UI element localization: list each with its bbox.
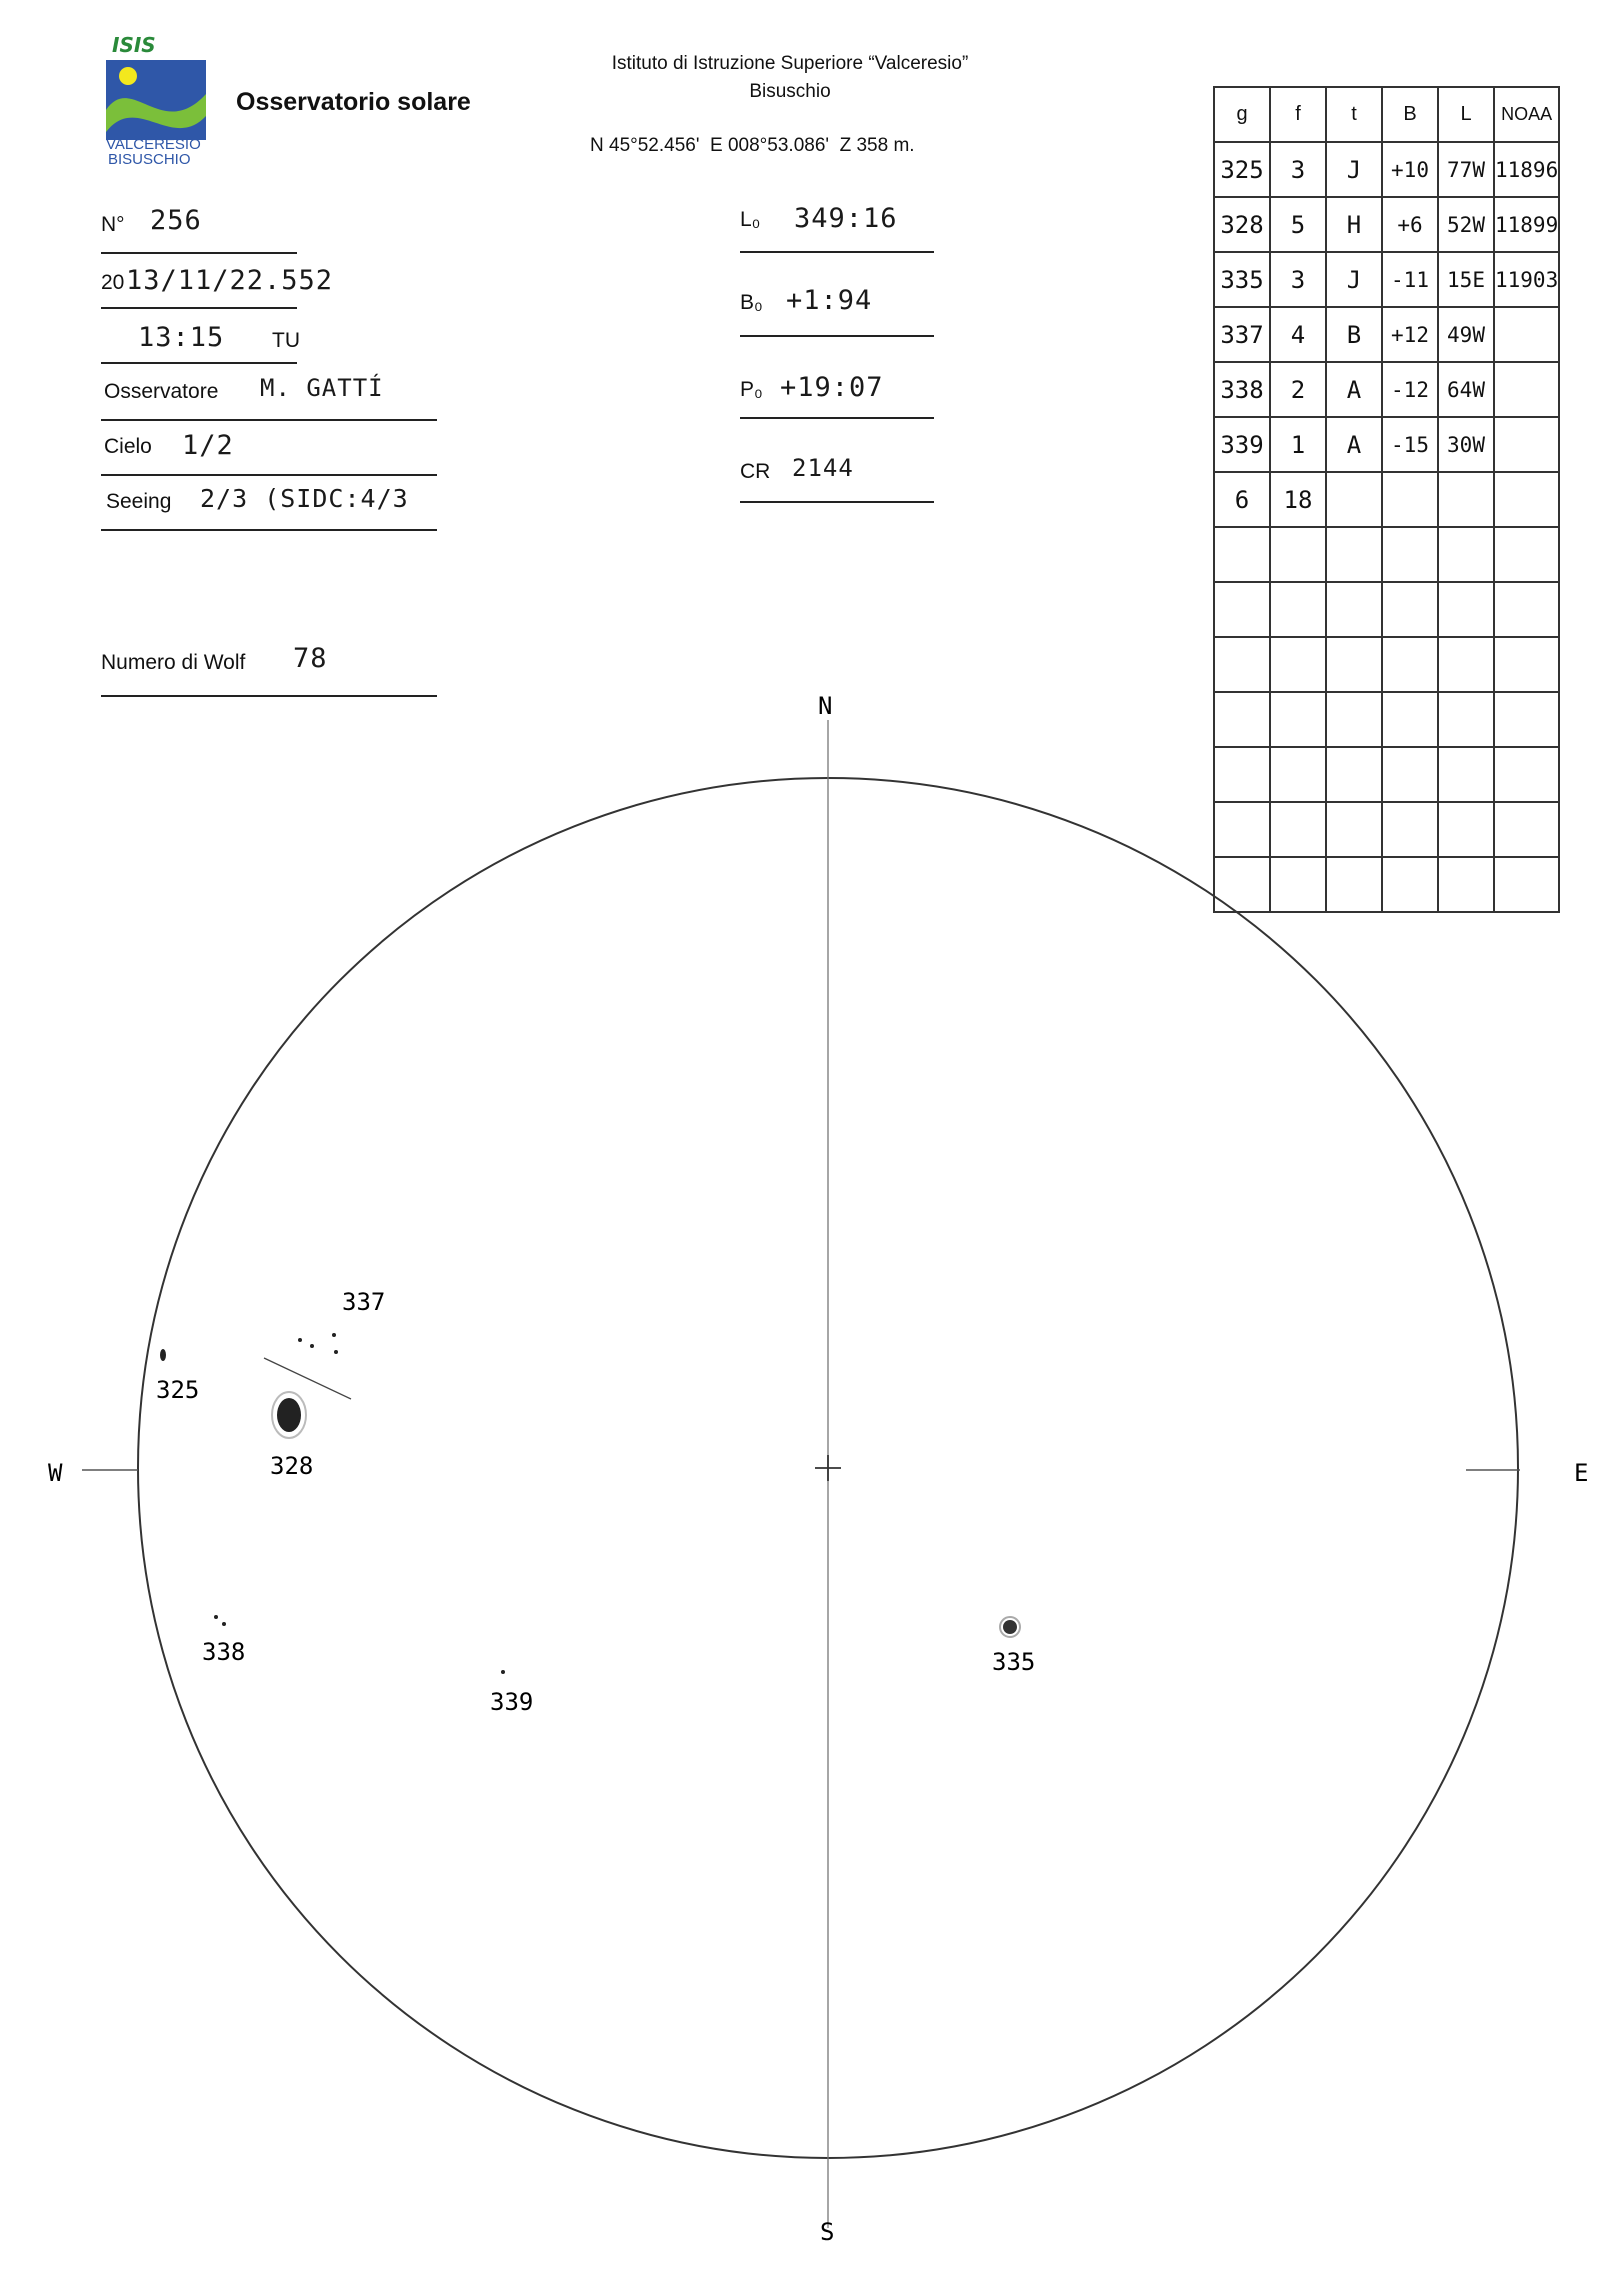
group-label-338: 338 <box>202 1638 246 1666</box>
table-cell <box>1438 527 1494 582</box>
table-cell: A <box>1326 362 1382 417</box>
table-cell <box>1438 472 1494 527</box>
table-cell <box>1382 527 1438 582</box>
table-cell: 52W <box>1438 197 1494 252</box>
group-337-tilt-line <box>264 1358 351 1399</box>
table-cell <box>1382 637 1438 692</box>
time-value: 13:15 <box>138 322 225 353</box>
table-cell <box>1270 857 1326 912</box>
table-cell: 338 <box>1214 362 1270 417</box>
sunspot-337-c <box>332 1333 336 1337</box>
divider <box>740 417 934 419</box>
logo-name: ISIS <box>112 33 156 57</box>
table-row <box>1214 417 1559 472</box>
divider <box>101 307 297 309</box>
table-row <box>1214 802 1559 857</box>
table-cell: 339 <box>1214 417 1270 472</box>
west-label: W <box>48 1459 63 1487</box>
date-prefix: 20 <box>101 271 125 294</box>
table-cell: 18 <box>1270 472 1326 527</box>
table-header-row <box>1214 87 1559 142</box>
column-header: L <box>1438 87 1494 142</box>
table-cell <box>1326 747 1382 802</box>
sunspot-337-b <box>310 1344 314 1348</box>
sunspot-339 <box>501 1670 505 1674</box>
divider <box>740 251 934 253</box>
table-cell <box>1494 692 1559 747</box>
column-header: B <box>1382 87 1438 142</box>
table-cell <box>1214 527 1270 582</box>
divider <box>740 501 934 503</box>
table-row <box>1214 582 1559 637</box>
sunspot-groups-table <box>1213 86 1560 913</box>
institute-name: Istituto di Istruzione Superiore “Valceresio” <box>611 53 969 74</box>
sunspot-328-penumbra <box>272 1392 306 1438</box>
l0-value: 349:16 <box>794 203 898 234</box>
table-cell <box>1270 582 1326 637</box>
table-cell <box>1438 802 1494 857</box>
table-cell <box>1438 692 1494 747</box>
p0-value: +19:07 <box>780 372 884 403</box>
table-cell: 335 <box>1214 252 1270 307</box>
table-cell <box>1438 637 1494 692</box>
table-cell: 5 <box>1270 197 1326 252</box>
table-cell <box>1382 692 1438 747</box>
b0-label: B₀ <box>740 291 763 314</box>
table-cell: +12 <box>1382 307 1438 362</box>
table-cell <box>1382 472 1438 527</box>
table-cell <box>1326 582 1382 637</box>
sunspot-groups-table-body <box>1214 87 1559 912</box>
sky-value: 1/2 <box>182 430 234 461</box>
group-label-335: 335 <box>992 1648 1036 1676</box>
table-cell <box>1326 637 1382 692</box>
cr-label: CR <box>740 460 771 483</box>
observer-value: M. GATTÍ <box>260 374 384 402</box>
table-cell <box>1382 802 1438 857</box>
table-row <box>1214 197 1559 252</box>
l0-label: L₀ <box>740 208 761 231</box>
wolf-value: 78 <box>293 643 328 674</box>
sunspot-335 <box>1003 1620 1017 1634</box>
time-unit: TU <box>272 329 300 352</box>
table-cell <box>1438 747 1494 802</box>
table-cell <box>1326 527 1382 582</box>
group-label-337: 337 <box>342 1288 386 1316</box>
sunspot-328 <box>277 1398 301 1432</box>
table-cell <box>1270 527 1326 582</box>
p0-label: P₀ <box>740 378 763 401</box>
sky-label: Cielo <box>104 435 152 458</box>
divider <box>101 362 297 364</box>
table-cell <box>1438 857 1494 912</box>
table-cell: 15E <box>1438 252 1494 307</box>
table-cell <box>1494 472 1559 527</box>
date-value: 13/11/22.552 <box>126 265 334 296</box>
observer-label: Osservatore <box>104 380 219 403</box>
divider <box>101 474 437 476</box>
table-cell <box>1326 472 1382 527</box>
table-cell <box>1270 692 1326 747</box>
number-label: N° <box>101 213 125 236</box>
divider <box>101 695 437 697</box>
group-label-325: 325 <box>156 1376 200 1404</box>
institute-block <box>530 50 1050 106</box>
south-label: S <box>820 2218 835 2246</box>
table-cell: 337 <box>1214 307 1270 362</box>
table-cell: -11 <box>1382 252 1438 307</box>
table-cell <box>1438 582 1494 637</box>
table-cell <box>1214 857 1270 912</box>
table-cell <box>1382 857 1438 912</box>
group-label-339: 339 <box>490 1688 534 1716</box>
column-header: f <box>1270 87 1326 142</box>
table-cell: H <box>1326 197 1382 252</box>
divider <box>101 419 437 421</box>
table-cell <box>1494 362 1559 417</box>
table-row <box>1214 142 1559 197</box>
sunspot-337-d <box>334 1350 338 1354</box>
east-label: E <box>1574 1459 1589 1487</box>
institute-town: Bisuschio <box>749 81 831 102</box>
divider <box>740 335 934 337</box>
table-cell <box>1494 417 1559 472</box>
table-row <box>1214 857 1559 912</box>
table-cell: B <box>1326 307 1382 362</box>
table-cell <box>1270 747 1326 802</box>
table-cell <box>1326 692 1382 747</box>
wolf-label: Numero di Wolf <box>101 651 246 674</box>
table-row <box>1214 527 1559 582</box>
group-label-328: 328 <box>270 1452 314 1480</box>
column-header: NOAA <box>1494 87 1559 142</box>
cr-value: 2144 <box>792 454 854 482</box>
table-row <box>1214 252 1559 307</box>
table-cell <box>1214 582 1270 637</box>
table-row <box>1214 307 1559 362</box>
table-cell <box>1382 747 1438 802</box>
seeing-label: Seeing <box>106 490 172 513</box>
table-cell: +6 <box>1382 197 1438 252</box>
table-cell <box>1382 582 1438 637</box>
table-cell: A <box>1326 417 1382 472</box>
b0-value: +1:94 <box>786 285 873 316</box>
table-cell <box>1214 637 1270 692</box>
table-cell: 328 <box>1214 197 1270 252</box>
table-cell: 3 <box>1270 252 1326 307</box>
table-row <box>1214 747 1559 802</box>
observatory-coordinates: N 45°52.456' E 008°53.086' Z 358 m. <box>590 135 915 156</box>
table-row <box>1214 692 1559 747</box>
table-cell: 4 <box>1270 307 1326 362</box>
table-cell <box>1270 802 1326 857</box>
table-cell <box>1494 747 1559 802</box>
table-cell <box>1214 692 1270 747</box>
sunspot-337-a <box>298 1338 302 1342</box>
logo-line2: BISUSCHIO <box>108 151 191 168</box>
table-cell: 77W <box>1438 142 1494 197</box>
divider <box>101 529 437 531</box>
table-cell: 11899 <box>1494 197 1559 252</box>
table-cell: J <box>1326 142 1382 197</box>
seeing-value: 2/3 (SIDC:4/3 <box>200 484 409 513</box>
table-cell <box>1494 307 1559 362</box>
table-cell: 3 <box>1270 142 1326 197</box>
table-cell <box>1326 857 1382 912</box>
table-cell: 325 <box>1214 142 1270 197</box>
table-row <box>1214 362 1559 417</box>
column-header: t <box>1326 87 1382 142</box>
divider <box>101 252 297 254</box>
sunspot-338-a <box>214 1615 218 1619</box>
table-cell: 49W <box>1438 307 1494 362</box>
table-cell: J <box>1326 252 1382 307</box>
table-cell: 6 <box>1214 472 1270 527</box>
column-header: g <box>1214 87 1270 142</box>
table-cell: 11903 <box>1494 252 1559 307</box>
table-cell <box>1494 637 1559 692</box>
table-cell <box>1214 802 1270 857</box>
table-cell: 11896 <box>1494 142 1559 197</box>
table-cell <box>1494 802 1559 857</box>
logo-line1: VALCERESIO <box>106 136 201 153</box>
table-cell <box>1270 637 1326 692</box>
table-cell <box>1214 747 1270 802</box>
north-label: N <box>818 692 833 720</box>
sunspot-335-penumbra <box>1000 1617 1020 1637</box>
table-cell: +10 <box>1382 142 1438 197</box>
table-cell: 1 <box>1270 417 1326 472</box>
table-cell: 64W <box>1438 362 1494 417</box>
table-cell: -12 <box>1382 362 1438 417</box>
table-cell: -15 <box>1382 417 1438 472</box>
table-cell <box>1494 527 1559 582</box>
table-cell <box>1494 857 1559 912</box>
table-cell: 2 <box>1270 362 1326 417</box>
table-row <box>1214 472 1559 527</box>
table-cell <box>1326 802 1382 857</box>
sunspot-325 <box>160 1349 166 1361</box>
number-value: 256 <box>150 205 202 236</box>
solar-disk-outline <box>138 778 1518 2158</box>
table-cell <box>1494 582 1559 637</box>
table-cell: 30W <box>1438 417 1494 472</box>
table-row <box>1214 637 1559 692</box>
observatory-title: Osservatorio solare <box>236 88 471 116</box>
sunspot-338-b <box>222 1622 226 1626</box>
